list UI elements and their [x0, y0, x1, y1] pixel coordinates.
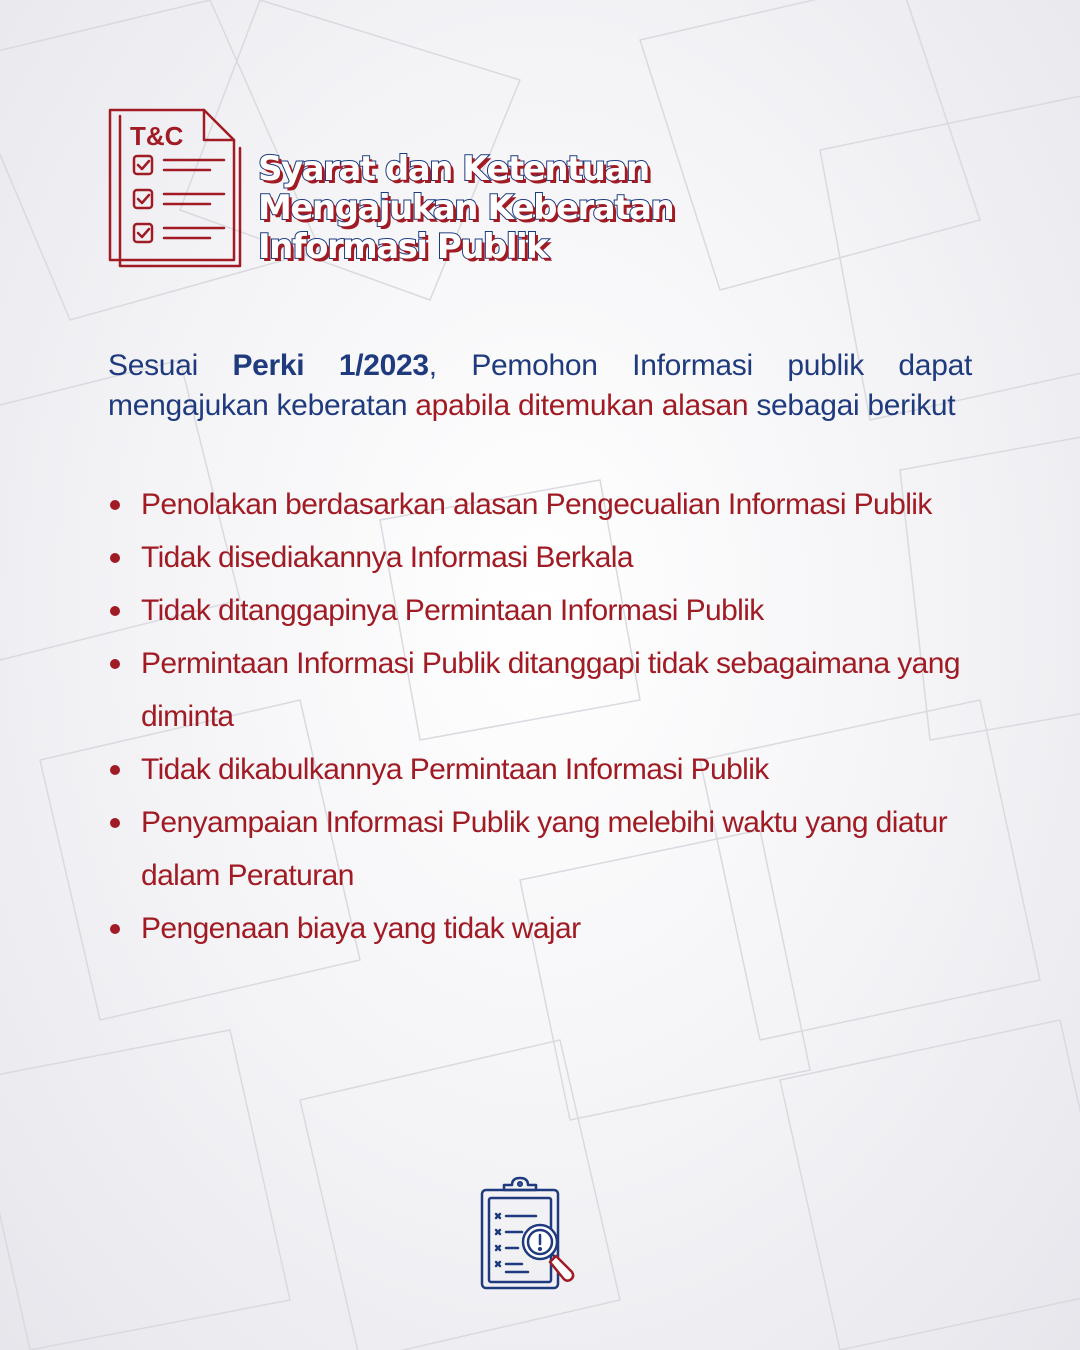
list-item: [108, 584, 968, 637]
title-line-2: Mengajukan Keberatan: [258, 188, 674, 228]
page-title: [258, 150, 673, 267]
list-item-text: Permintaan Informasi Publik ditanggapi tidak sebagaimana yang diminta: [141, 647, 960, 733]
intro-suffix: sebagai berikut: [748, 389, 956, 422]
title-line-3: Informasi Publik: [258, 227, 548, 267]
intro-middle: , Pemohon Informasi publik dapat mengajukan keberatan: [108, 349, 972, 422]
list-item: [108, 743, 968, 796]
reasons-list: [108, 478, 968, 955]
list-item: [108, 531, 968, 584]
clipboard-inspection-icon: [476, 1176, 580, 1292]
list-item-text: Pengenaan biaya yang tidak wajar: [141, 912, 581, 945]
list-item-text: Tidak ditanggapinya Permintaan Informasi Publik: [141, 594, 764, 627]
title-line-1: Syarat dan Ketentuan: [258, 149, 649, 189]
list-item: [108, 902, 968, 955]
bullet-icon: [110, 606, 120, 616]
bullet-icon: [110, 500, 120, 510]
bullet-icon: [110, 659, 120, 669]
terms-conditions-document-icon: [106, 106, 242, 270]
bullet-icon: [110, 924, 120, 934]
intro-highlight: apabila ditemukan alasan: [415, 389, 749, 422]
regulation-reference: Perki 1/2023: [232, 349, 429, 382]
list-item-text: Tidak dikabulkannya Permintaan Informasi Publik: [141, 753, 769, 786]
bullet-icon: [110, 765, 120, 775]
list-item: [108, 796, 968, 902]
bullet-icon: [110, 818, 120, 828]
list-item-text: Penolakan berdasarkan alasan Pengecualian Informasi Publik: [141, 488, 932, 521]
intro-prefix: Sesuai: [108, 349, 233, 382]
list-item: [108, 478, 968, 531]
tc-icon-label: T&C: [130, 121, 184, 151]
bullet-icon: [110, 553, 120, 563]
list-item: [108, 637, 968, 743]
intro-paragraph: [108, 346, 972, 426]
list-item-text: Penyampaian Informasi Publik yang melebihi waktu yang diatur dalam Peraturan: [141, 806, 948, 892]
list-item-text: Tidak disediakannya Informasi Berkala: [141, 541, 633, 574]
